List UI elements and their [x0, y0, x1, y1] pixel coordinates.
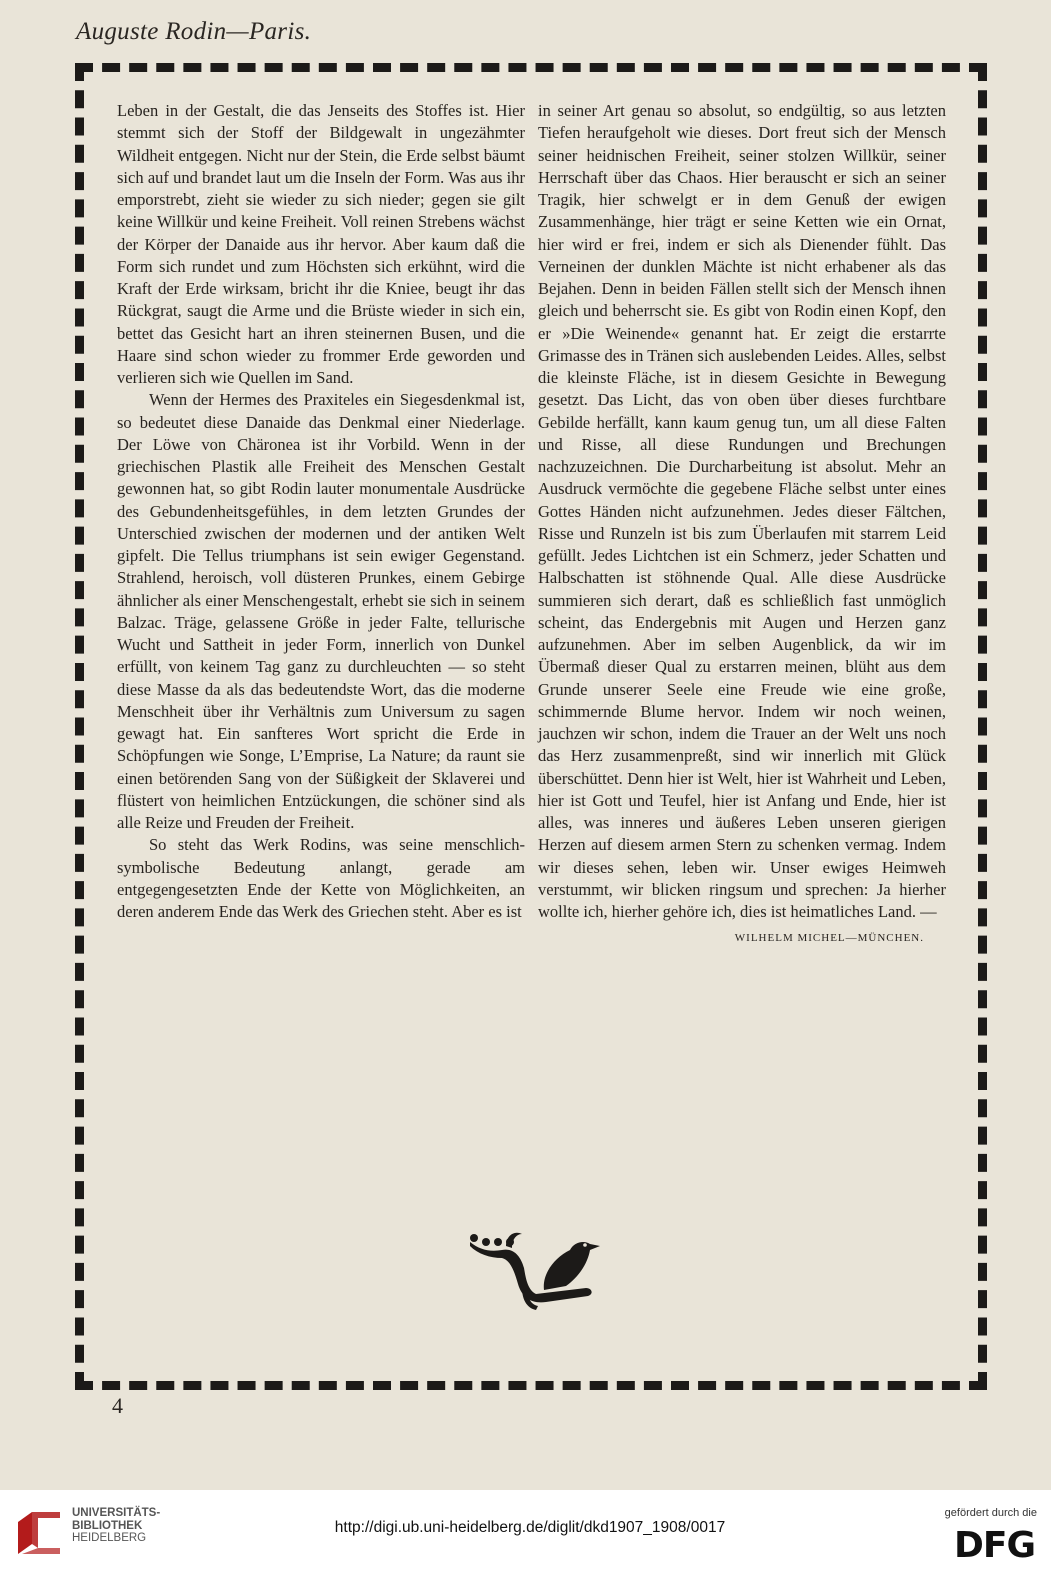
paragraph: in seiner Art genau so absolut, so endgültig, so aus letzten Tiefen heraufgeholt wie dieses. Dort freut sich der Mensch seiner heidnischen Freiheit, seiner stolzen Willkür, seiner Herrschaft über das Chaos. Hier berauscht er sich an seiner Tragik, hier schwelgt er in dem Genuß der ewigen Zusammenhänge, hier trägt er seine Ketten wie ein Ornat, hier wird er frei, indem er sich als Dienender fühlt. Das Verneinen der dunklen Mächte ist nicht erhabener als das Bejahen. Denn in beiden Fällen stellt sich der Mensch ihnen gleich und beherrscht sie. Es gibt von Rodin einen Kopf, den er »Die Weinende« genannt hat. Er zeigt die erstarrte Grimasse des in Tränen sich auslebenden Leides. Alles, selbst die kleinste Fläche, ist in diesem Gesichte in Bewegung gesetzt. Das Licht, das von oben über dieses furchtbare Gebilde herfällt, kann kaum genug tun, um all diese Falten und Risse, all diese Rundungen und Brechungen nachzuzeichnen. Die Durcharbeitung ist absolut. Mehr an Ausdruck vermöchte die gegebene Fläche selbst unter eines Gottes Händen nicht aufzunehmen. Jedes dieser Fältchen, Risse und Runzeln ist bis zum Überlaufen mit starrem Leid gefüllt. Jedes Lichtchen ist ein Schmerz, jeder Schatten und Halbschatten ist stöhnende Qual. Alle diese Ausdrücke summieren sich derart, daß es schließlich fast unmöglich scheint, das Endergebnis mit Augen und Herzen ganz aufzunehmen. Aber im selben Augenblick, da wir im Übermaß dieser Qual zu erstarren meinen, blüht aus dem Grunde unserer Seele eine Freude wie eine große, schimmernde Blume hervor. Indem wir noch weinen, jauchzen wir schon, indem die Trauer an der Welt uns noch das Herz zusammenpreßt, sind wir innerlich mit Glück überschüttet. Denn hier ist Welt, hier ist Wahrheit und Leben, hier ist Gott und Teufel, hier ist Anfang und Ende, hier ist alles, was inneres und äußeres Leben unseren gierigen Herzen auf diesem armen Stern zu schenken vermag. Indem wir dieses sehen, leben wir. Unser ewiges Heimweh verstummt, wir blicken ringsum und sprechen: Ja hierher wollte ich, hierher gehöre ich, dies ist heimatliches Land. —: [538, 101, 946, 921]
bird-vignette: [466, 1228, 606, 1312]
library-name-line: UNIVERSITÄTS-: [72, 1507, 161, 1519]
paragraph: Wenn der Hermes des Praxiteles ein Siegesdenkmal ist, so bedeutet diese Danaide das Denkmal einer Niederlage. Der Löwe von Chäronea ist ihr Vorbild. Wenn in der griechischen Plastik alle Freiheit des Menschen Gestalt gewonnen hat, so gibt Rodin lauter monumentale Ausdrücke des Gebundenheitsgefühles, in dem letzten Grundes der Unterschied zwischen der modernen und der antiken Welt gipfelt. Die Tellus triumphans ist sein ewiger Gegenstand. Strahlend, heroisch, voll düsteren Prunkes, einem Gebirge ähnlicher als einer Menschengestalt, erhebt sie sich in seinem Balzac. Träge, gelassene Größe in jeder Falte, tellurische Wucht und Sattheit in jeder Form, innerlich von Dunkel erfüllt, von keinem Tag ganz zu durchleuchten — so steht diese Masse da als das bedeutendste Wort, das die moderne Menschheit über ihr Verhältnis zum Universum zu sagen gewagt hat. Ein sanfteres Wort spricht die Erde in Schöpfungen wie Songe, L’Emprise, La Nature; da raunt sie einen betörenden Sang von der Süßigkeit der Sklaverei und flüstert von heimlichen Entzückungen, die schöner sind als alle Reize und Freuden der Freiheit.: [117, 390, 525, 832]
dfg-logo: DFG: [953, 1525, 1035, 1566]
running-head: Auguste Rodin—Paris.: [76, 18, 312, 45]
page-number: 4: [112, 1393, 123, 1418]
funded-by-label: gefördert durch die: [944, 1507, 1037, 1519]
library-name-line: BIBLIOTHEK: [72, 1519, 143, 1532]
author-signature: WILHELM MICHEL—MÜNCHEN.: [734, 932, 924, 945]
permalink-url[interactable]: http://digi.ub.uni-heidelberg.de/diglit/dkd1907_1908/0017: [334, 1519, 726, 1536]
paragraph: So steht das Werk Rodins, was seine menschlich-symbolische Bedeutung anlangt, gerade am entgegengesetzten Ende der Kette von Möglichkeiten, an deren anderem Ende das Werk des Griechen steht. Aber es ist: [117, 835, 525, 921]
library-name-line: HEIDELBERG: [72, 1532, 147, 1544]
university-library-logo-icon: [14, 1508, 64, 1558]
right-column: [538, 100, 946, 950]
library-name: [72, 1507, 160, 1545]
left-column: [117, 100, 525, 923]
paragraph: Leben in der Gestalt, die das Jenseits des Stoffes ist. Hier stemmt sich der Stoff der Bildgewalt in ungezähmter Wildheit entgegen. Nicht nur der Stein, die Erde selbst bäumt sich auf und brandet laut um die Inseln der Form. Was aus ihr emporstrebt, zieht sie wieder zu sich nieder; gegen sie gilt keine Willkür und keine Freiheit. Voll reinen Strebens wächst der Körper der Danaide aus ihr hervor. Aber kaum daß die Form sich rundet und zum Höchsten sich erkühnt, wird die Kraft der Erde wirksam, bricht ihr die Kniee, beugt ihr das Rückgrat, saugt die Arme und die Brüste wieder in sich ein, bettet das Gesicht hart an ihren steinernen Busen, und die Haare sind schon wieder zu frommer Erde geworden und verlieren sich wie Quellen im Sand.: [117, 101, 525, 387]
footer-bar: [0, 1490, 1051, 1574]
